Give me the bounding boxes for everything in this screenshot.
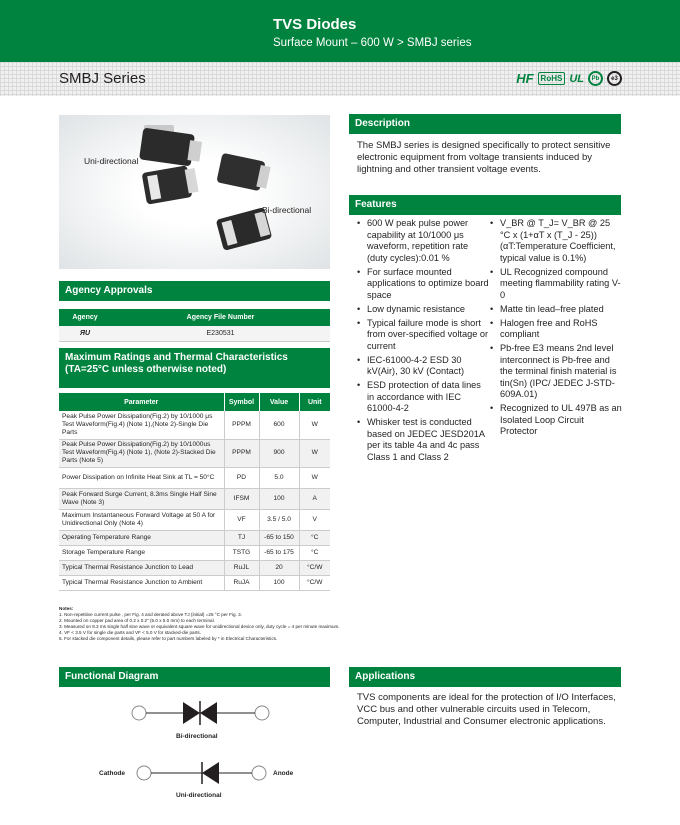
note-item: 5. For stacked die component details, please refer to part numbers labeled by * in Electrical Characteristics. — [59, 636, 278, 642]
features-heading: Features — [349, 195, 621, 215]
table-row — [59, 560, 330, 575]
param-cell: Peak Pulse Power Dissipation(Fig.2) by 10/1000 μs Test Waveform(Fig.4) (Note 1),(Note 2)-Single Die Parts — [59, 411, 224, 439]
feature-item: • Recognized to UL 497B as an Isolated Loop Circuit Protector — [490, 403, 622, 438]
unit-cell: A — [299, 488, 330, 509]
value-cell: 20 — [259, 560, 299, 575]
features-list-right — [490, 218, 622, 440]
symbol-cell: PD — [224, 467, 259, 488]
note-item: 4. VF < 3.5 V for single die parts and VF < 5.0 V for stacked-die parts. — [59, 630, 201, 636]
ratings-heading-line2: (TA=25°C unless otherwise noted) — [65, 364, 227, 375]
table-row — [59, 326, 330, 341]
param-cell: Storage Temperature Range — [59, 545, 224, 560]
ratings-table — [59, 393, 330, 591]
ul-recognized-icon: UL — [569, 72, 584, 85]
feature-item: • UL Recognized compound meeting flammability rating V-0 — [490, 267, 622, 302]
table-row — [59, 411, 330, 439]
uni-directional-package — [139, 125, 202, 205]
halogen-free-icon: HF — [516, 71, 534, 86]
ratings-heading-line1: Maximum Ratings and Thermal Characteristics — [65, 352, 288, 363]
ratings-heading — [59, 348, 330, 388]
feature-item: • ESD protection of data lines in accordance with IEC 61000-4-2 — [357, 380, 489, 415]
certification-logos — [516, 71, 622, 86]
feature-item: • 600 W peak pulse power capability at 10/1000 μs waveform, repetition rate (duty cycles):0.01 % — [357, 218, 489, 264]
bi-directional-package — [216, 153, 273, 251]
table-row — [59, 545, 330, 560]
uni-directional-symbol — [137, 762, 266, 784]
symbol-cell: IFSM — [224, 488, 259, 509]
unit-cell: W — [299, 439, 330, 467]
value-cell: -65 to 175 — [259, 545, 299, 560]
anode-label: Anode — [273, 770, 294, 777]
symbol-cell: TJ — [224, 530, 259, 545]
unit-cell: °C — [299, 530, 330, 545]
note-item: 3. Measured on 8.3 ms single half sine wave or equivalent square wave for unidirectional device only, duty cycle = 4 per minute maximum. — [59, 624, 340, 630]
col-header-value: Value — [259, 393, 299, 411]
agency-table — [59, 309, 330, 342]
header-title: TVS Diodes — [273, 16, 357, 33]
value-cell: 900 — [259, 439, 299, 467]
functional-diagram-heading: Functional Diagram — [59, 667, 330, 687]
description-text: The SMBJ series is designed specifically to protect sensitive electronic equipment from voltage transients induced by lightning and other transient voltage events. — [357, 140, 611, 175]
param-cell: Peak Pulse Power Dissipation(Fig.2) by 10/1000us Test Waveform(Fig.4) (Note 1), (Note 2)-Stacked Die Parts (Note 5) — [59, 439, 224, 467]
agency-col-header: Agency — [59, 309, 111, 326]
cathode-label: Cathode — [99, 770, 125, 777]
table-row — [59, 575, 330, 590]
applications-heading: Applications — [349, 667, 621, 687]
rohs-icon: RoHS — [538, 72, 566, 85]
product-photo — [59, 115, 330, 269]
unit-cell: V — [299, 509, 330, 530]
agency-file-col-header: Agency File Number — [111, 309, 330, 326]
param-cell: Typical Thermal Resistance Junction to Lead — [59, 560, 224, 575]
features-list-left — [357, 218, 489, 466]
table-row — [59, 509, 330, 530]
note-item: 1. Non-repetitive current pulse , per Fig. 4 and derated above TJ (initial) =25 °C per Fig. 3. — [59, 612, 242, 618]
table-row — [59, 530, 330, 545]
feature-item: • Matte tin lead–free plated — [490, 304, 622, 316]
pb-free-icon: Pb — [588, 71, 603, 86]
symbol-cell: PPPM — [224, 411, 259, 439]
functional-diagram — [59, 686, 330, 811]
uni-directional-photo-label: Uni-directional — [84, 156, 139, 166]
series-title: SMBJ Series — [59, 70, 146, 87]
agency-approvals-heading: Agency Approvals — [59, 281, 330, 301]
col-header-unit: Unit — [299, 393, 330, 411]
param-cell: Peak Forward Surge Current, 8.3ms Single Half Sine Wave (Note 3) — [59, 488, 224, 509]
header-banner — [0, 0, 680, 62]
unit-cell: °C/W — [299, 575, 330, 590]
unit-cell: °C/W — [299, 560, 330, 575]
feature-item: • Low dynamic resistance — [357, 304, 489, 316]
unit-cell: W — [299, 411, 330, 439]
bi-directional-label: Bi-directional — [176, 733, 218, 740]
feature-item: • For surface mounted applications to optimize board space — [357, 267, 489, 302]
feature-item: • Pb-free E3 means 2nd level interconnect is Pb-free and the terminal finish material is tin(Sn) (IPC/ JEDEC J-STD-609A.01) — [490, 343, 622, 401]
value-cell: -65 to 150 — [259, 530, 299, 545]
notes — [59, 606, 349, 643]
header-subtitle: Surface Mount – 600 W > SMBJ series — [273, 37, 472, 49]
symbol-cell: PPPM — [224, 439, 259, 467]
note-item: 2. Mounted on copper pad area of 0.2 x 0.2" (5.0 x 5.0 mm) to each terminal. — [59, 618, 215, 624]
series-bar — [0, 62, 680, 96]
feature-item: • Whisker test is conducted based on JEDEC JESD201A per its table 4a and 4c pass Class 1 and Class 2 — [357, 417, 489, 463]
col-header-parameter: Parameter — [59, 393, 224, 411]
bi-directional-symbol — [132, 701, 269, 725]
unit-cell: W — [299, 467, 330, 488]
symbol-cell: RuJL — [224, 560, 259, 575]
table-row — [59, 488, 330, 509]
bi-directional-photo-label: Bi-directional — [262, 205, 312, 215]
notes-title: Notes: — [59, 606, 74, 611]
feature-item: • IEC-61000-4-2 ESD 30 kV(Air), 30 kV (Contact) — [357, 355, 489, 378]
agency-file-number: E230531 — [111, 326, 330, 341]
feature-item: • Typical failure mode is short from over-specified voltage or current — [357, 318, 489, 353]
ul-recognized-icon: ЯU — [59, 326, 111, 341]
feature-item: • Halogen free and RoHS compliant — [490, 318, 622, 341]
col-header-symbol: Symbol — [224, 393, 259, 411]
value-cell: 100 — [259, 488, 299, 509]
param-cell: Maximum Instantaneous Forward Voltage at 50 A for Unidirectional Only (Note 4) — [59, 509, 224, 530]
value-cell: 100 — [259, 575, 299, 590]
e3-icon: e3 — [607, 71, 622, 86]
uni-directional-label: Uni-directional — [176, 792, 222, 799]
feature-item: • V_BR @ T_J= V_BR @ 25 °C x (1+αT x (T_J - 25)) (αT:Temperature Coefficient, typical value is 0.1%) — [490, 218, 622, 264]
param-cell: Operating Temperature Range — [59, 530, 224, 545]
symbol-cell: VF — [224, 509, 259, 530]
symbol-cell: TSTG — [224, 545, 259, 560]
unit-cell: °C — [299, 545, 330, 560]
table-row — [59, 439, 330, 467]
value-cell: 600 — [259, 411, 299, 439]
param-cell: Power Dissipation on Infinite Heat Sink at TL = 50°C — [59, 467, 224, 488]
symbol-cell: RuJA — [224, 575, 259, 590]
value-cell: 3.5 / 5.0 — [259, 509, 299, 530]
description-heading: Description — [349, 114, 621, 134]
param-cell: Typical Thermal Resistance Junction to Ambient — [59, 575, 224, 590]
applications-text: TVS components are ideal for the protection of I/O Interfaces, VCC bus and other vulnerable circuits used in Telecom, Computer, Industrial and Consumer electronic applications. — [357, 692, 616, 727]
table-row — [59, 467, 330, 488]
value-cell: 5.0 — [259, 467, 299, 488]
smb-package-image — [59, 115, 330, 269]
